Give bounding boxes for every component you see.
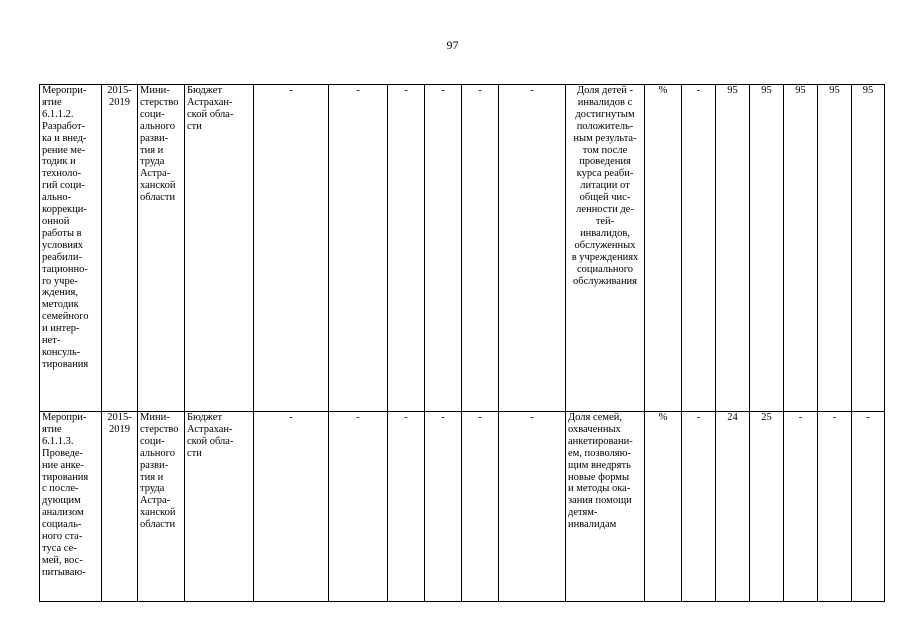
indicator-cell: Доля детей - инвалидов с достигнутым положитель- ным результа- том после проведения курса реаби- литации от общей чис- ленности де- тей- инвалидов, обслуженных в учреждениях социального обслуживания (566, 85, 645, 412)
funding-cell: - (462, 412, 499, 602)
unit-cell: % (645, 85, 682, 412)
period-cell: 2015- 2019 (102, 85, 138, 412)
event-cell: Меропри- ятие 6.1.1.2. Разработ- ка и внед- рение ме- тодик и техноло- гий соци- ально- коррекци- онной работы в условиях реабили- тационно- го учре- ждения, методик семейного и интер- нет- консуль- тирования (40, 85, 102, 412)
indicator-cell: Доля семей, охваченных анкетировани- ем, позволяю- щим внедрять новые формы и методы ока- зания помощи детям- инвалидам (566, 412, 645, 602)
value-cell: 95 (852, 85, 885, 412)
funding-cell: - (329, 412, 388, 602)
period-cell: 2015- 2019 (102, 412, 138, 602)
funding-cell: - (388, 85, 425, 412)
funding-cell: - (388, 412, 425, 602)
funding-source-cell: Бюджет Астрахан- ской обла- сти (185, 85, 254, 412)
funding-cell: - (499, 85, 566, 412)
value-cell: 95 (784, 85, 818, 412)
funding-cell: - (254, 412, 329, 602)
executor-cell: Мини- стерство соци- ального разви- тия и труда Астра- ханской области (138, 85, 185, 412)
value-cell: 25 (750, 412, 784, 602)
value-cell: 95 (750, 85, 784, 412)
funding-cell: - (254, 85, 329, 412)
value-cell: 24 (716, 412, 750, 602)
program-table (39, 84, 885, 602)
value-cell: - (852, 412, 885, 602)
table-row (40, 412, 885, 602)
table-row (40, 85, 885, 412)
value-cell: - (682, 85, 716, 412)
executor-cell: Мини- стерство соци- ального разви- тия и труда Астра- ханской области (138, 412, 185, 602)
unit-cell: % (645, 412, 682, 602)
value-cell: 95 (716, 85, 750, 412)
funding-cell: - (499, 412, 566, 602)
value-cell: - (784, 412, 818, 602)
funding-cell: - (329, 85, 388, 412)
value-cell: - (818, 412, 852, 602)
value-cell: 95 (818, 85, 852, 412)
funding-cell: - (425, 85, 462, 412)
value-cell: - (682, 412, 716, 602)
funding-cell: - (425, 412, 462, 602)
funding-source-cell: Бюджет Астрахан- ской обла- сти (185, 412, 254, 602)
event-cell: Меропри- ятие 6.1.1.3. Проведе- ние анке- тирования с после- дующим анализом социаль- ного ста- туса се- мей, вос- питываю- (40, 412, 102, 602)
funding-cell: - (462, 85, 499, 412)
page-number: 97 (446, 38, 459, 52)
